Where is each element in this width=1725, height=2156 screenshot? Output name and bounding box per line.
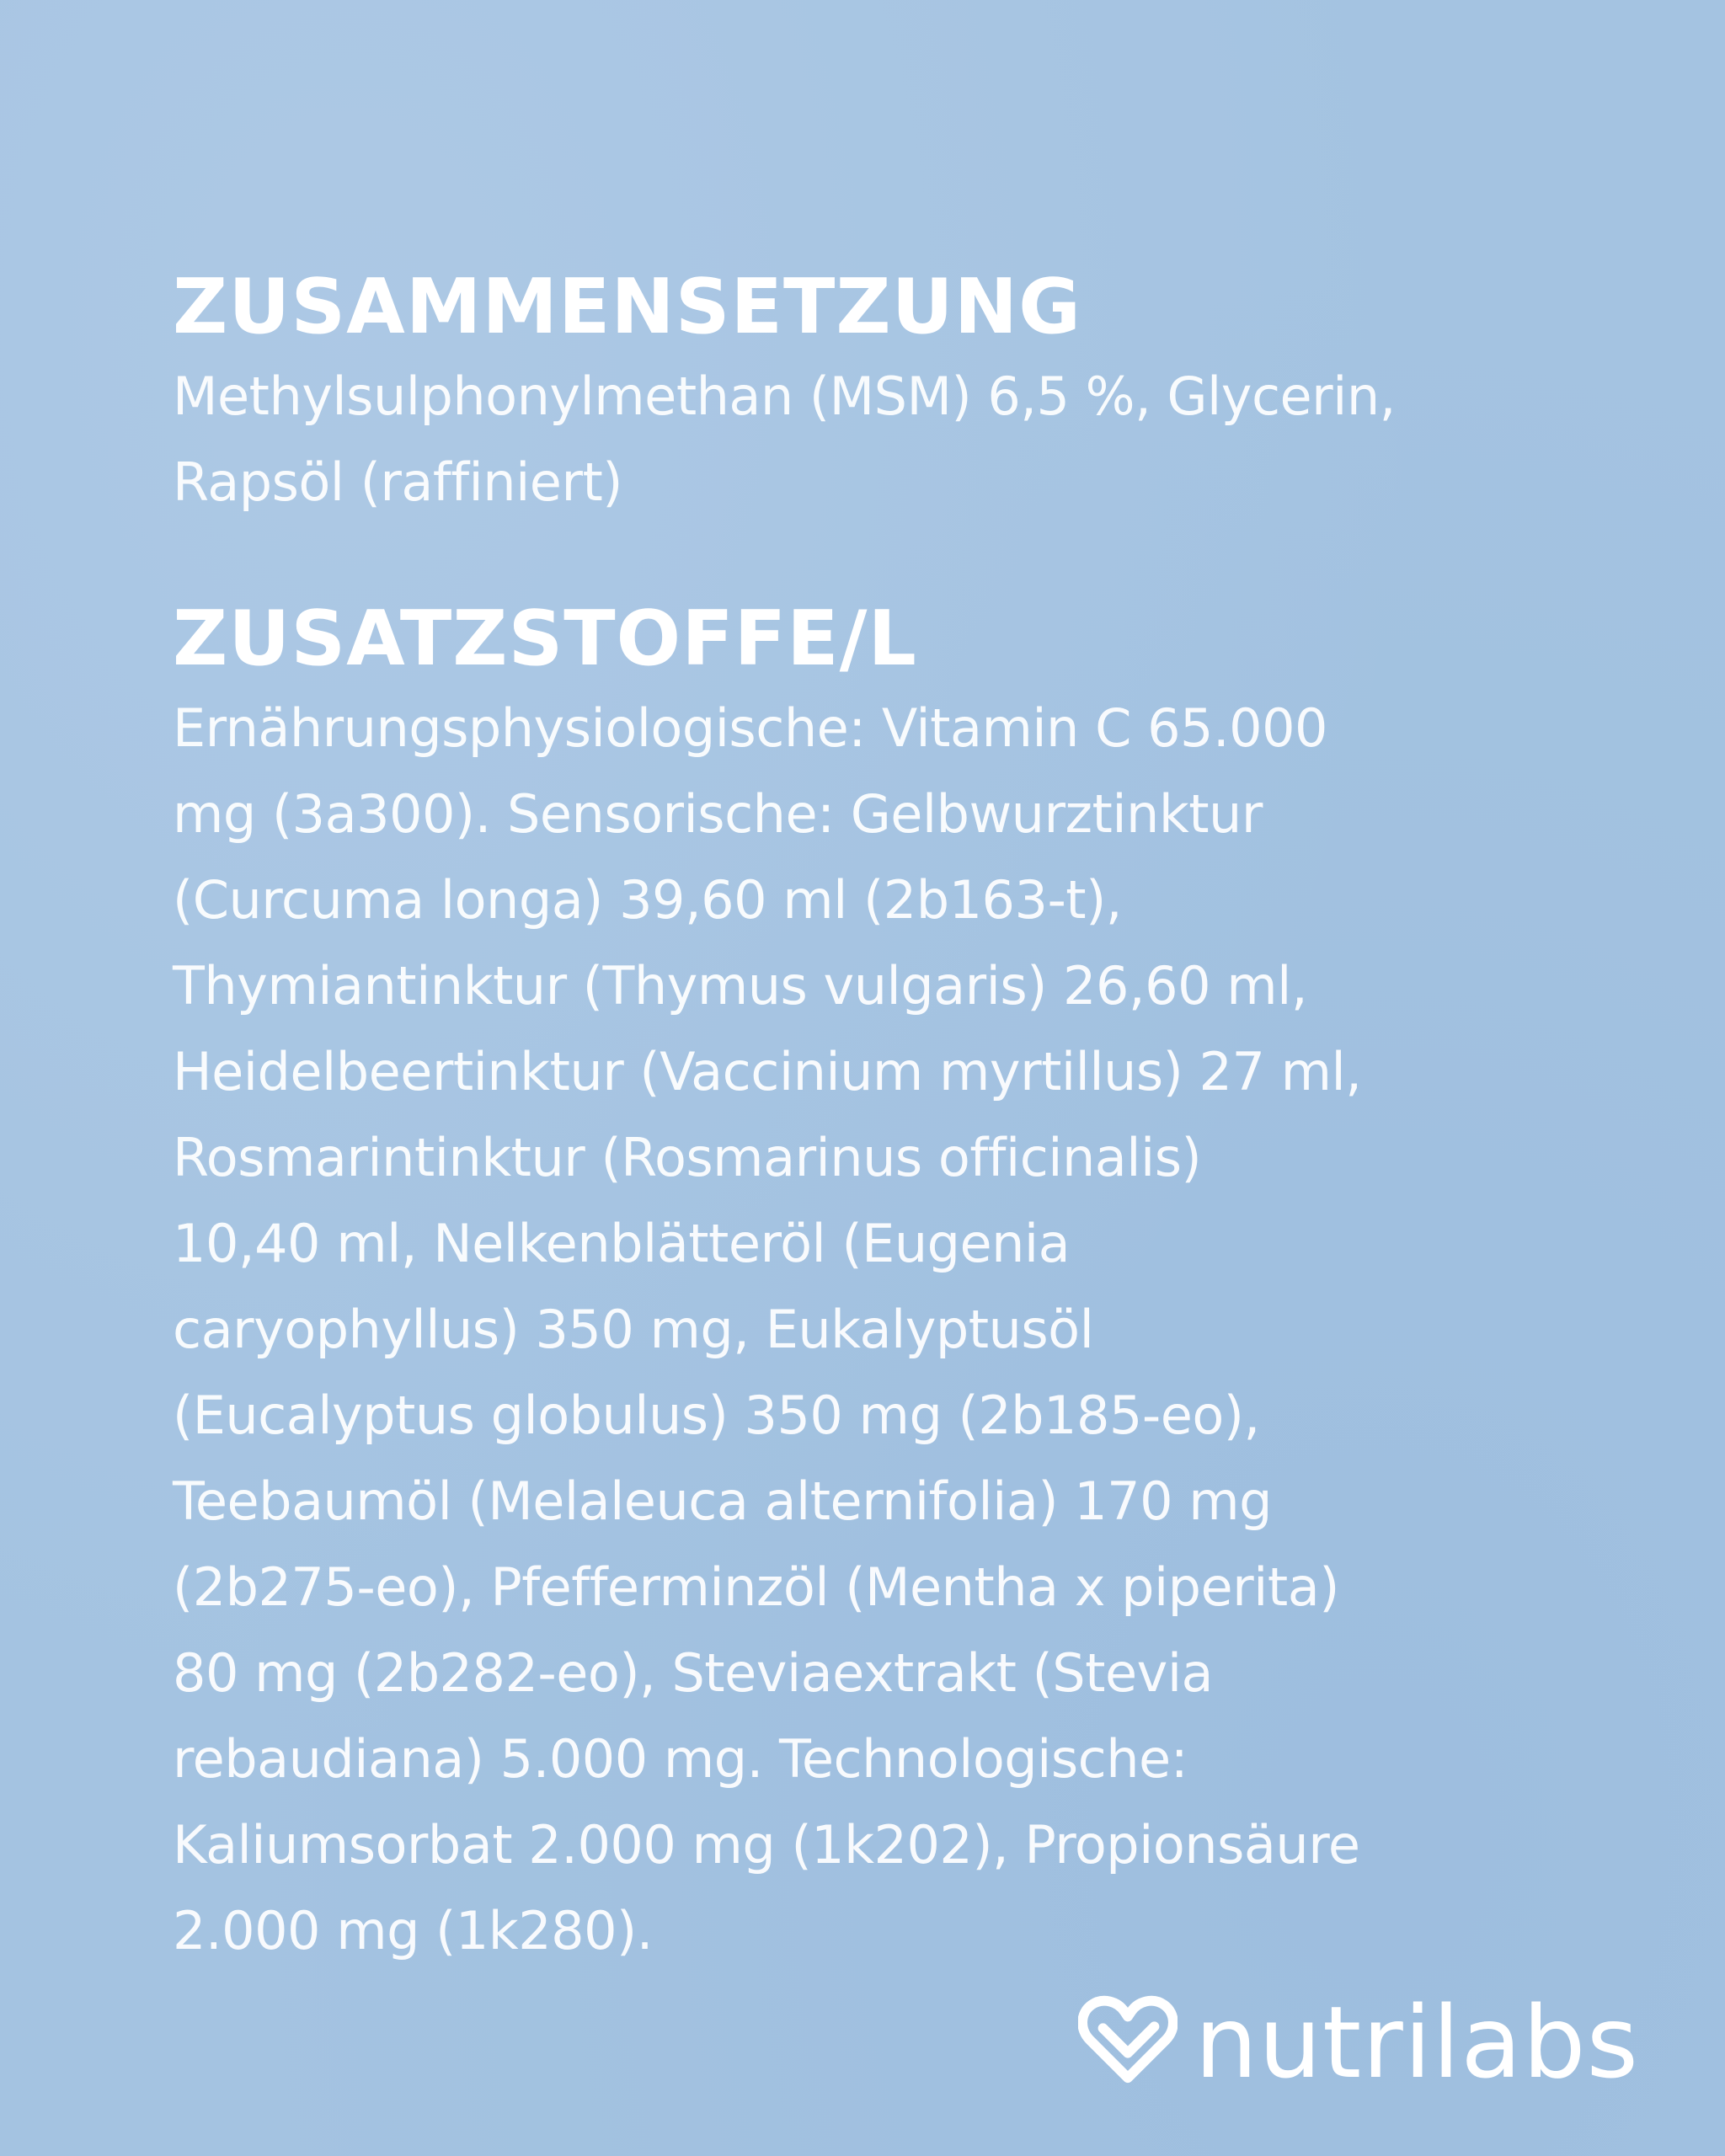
additives-line: rebaudiana) 5.000 mg. Technologische: xyxy=(173,1728,1188,1790)
composition-heading: ZUSAMMENSETZUNG xyxy=(173,263,1081,351)
additives-line: Teebaumöl (Melaleuca alternifolia) 170 mg xyxy=(173,1470,1273,1532)
additives-line: Thymiantinktur (Thymus vulgaris) 26,60 ml, xyxy=(173,955,1308,1017)
composition-text xyxy=(173,354,1487,526)
additives-line: 80 mg (2b282-eo), Steviaextrakt (Stevia xyxy=(173,1642,1214,1704)
additives-line: (Curcuma longa) 39,60 ml (2b163-t), xyxy=(173,869,1123,931)
heart-logo-icon xyxy=(1078,1994,1178,2090)
additives-line: Kaliumsorbat 2.000 mg (1k202), Propionsäure xyxy=(173,1814,1360,1876)
composition-line: Rapsöl (raffiniert) xyxy=(173,451,622,513)
label-content xyxy=(173,261,1487,1974)
additives-line: 10,40 ml, Nelkenblätteröl (Eugenia xyxy=(173,1213,1071,1274)
additives-line: 2.000 mg (1k280). xyxy=(173,1900,653,1961)
additives-line: Heidelbeertinktur (Vaccinium myrtillus) 27 ml, xyxy=(173,1041,1362,1102)
additives-line: mg (3a300). Sensorische: Gelbwurztinktur xyxy=(173,783,1263,845)
composition-line: Methylsulphonylmethan (MSM) 6,5 %, Glycerin, xyxy=(173,366,1396,427)
additives-text xyxy=(173,686,1487,1974)
additives-heading: ZUSATZSTOFFE/L xyxy=(173,595,917,683)
additives-line: Rosmarintinktur (Rosmarinus officinalis) xyxy=(173,1127,1202,1188)
brand-logo xyxy=(1078,1984,1639,2100)
additives-line: (2b275-eo), Pfefferminzöl (Mentha x piperita) xyxy=(173,1556,1339,1618)
additives-line: Ernährungsphysiologische: Vitamin C 65.000 xyxy=(173,697,1328,759)
additives-line: (Eucalyptus globulus) 350 mg (2b185-eo), xyxy=(173,1385,1260,1446)
additives-line: caryophyllus) 350 mg, Eukalyptusöl xyxy=(173,1299,1094,1360)
brand-name: nutrilabs xyxy=(1194,1984,1639,2100)
